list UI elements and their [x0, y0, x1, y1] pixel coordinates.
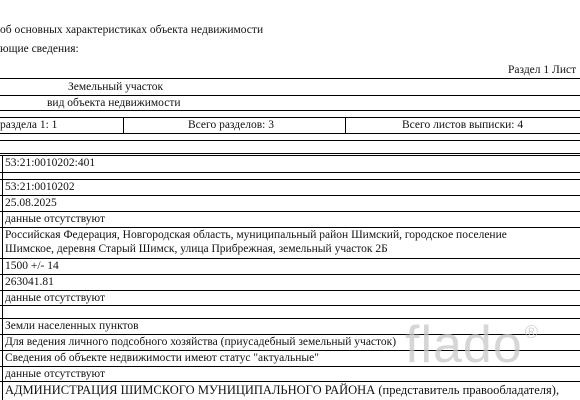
table-border	[0, 290, 580, 291]
owner-representative: АДМИНИСТРАЦИЯ ШИМСКОГО МУНИЦИПАЛЬНОГО РАЙОНА (представитель правообладателя),	[5, 383, 560, 397]
address-line-1: Российская Федерация, Новгородская область, муниципальный район Шимский, городское поселение	[5, 229, 507, 241]
table-border	[123, 117, 124, 133]
object-type: Земельный участок	[68, 81, 164, 93]
permitted-use: Для ведения личного подсобного хозяйства (приусадебный земельный участок)	[5, 336, 397, 348]
table-border	[0, 350, 580, 351]
watermark-text: flado	[405, 316, 523, 374]
table-border	[0, 172, 580, 173]
table-border	[2, 155, 3, 400]
object-type-caption: вид объекта недвижимости	[47, 97, 181, 109]
table-border	[0, 155, 580, 156]
table-border	[345, 117, 346, 133]
table-border	[0, 195, 580, 196]
table-border	[0, 133, 580, 134]
header-line-2: ющие сведения:	[0, 43, 79, 55]
registration-date: 25.08.2025	[5, 197, 57, 209]
watermark-reg-mark: ®	[524, 322, 540, 342]
table-border	[0, 117, 580, 118]
table-border	[0, 153, 580, 154]
table-border	[0, 227, 580, 228]
table-border	[0, 318, 580, 319]
no-data-value: данные отсутствуют	[5, 292, 105, 304]
table-border	[0, 140, 580, 141]
table-border	[0, 211, 580, 212]
total-sheets: Всего листов выписки: 4	[402, 119, 524, 131]
header-line-1: об основных характеристиках объекта недвижимости	[0, 24, 264, 36]
no-data-value: данные отсутствуют	[5, 213, 105, 225]
table-border	[0, 179, 580, 180]
object-status: Сведения об объекте недвижимости имеют статус "актуальные"	[5, 352, 319, 364]
no-data-value: данные отсутствуют	[5, 368, 105, 380]
table-border	[0, 274, 580, 275]
section-sheet-count: раздела 1: 1	[0, 119, 58, 131]
table-border	[0, 334, 580, 335]
cadastral-number: 53:21:0010202:401	[5, 157, 96, 169]
table-border	[0, 366, 580, 367]
table-border	[0, 95, 580, 96]
address-line-2: Шимское, деревня Старый Шимск, улица Прибрежная, земельный участок 2Б	[5, 243, 388, 255]
quarter-number: 53:21:0010202	[5, 181, 75, 193]
table-border	[0, 78, 580, 79]
total-sections: Всего разделов: 3	[188, 119, 274, 131]
land-category: Земли населенных пунктов	[5, 320, 139, 332]
cadastral-value: 263041.81	[5, 276, 54, 288]
area-value: 1500 +/- 14	[5, 260, 59, 272]
table-border	[0, 258, 580, 259]
section-label: Раздел 1 Лист	[508, 64, 577, 76]
